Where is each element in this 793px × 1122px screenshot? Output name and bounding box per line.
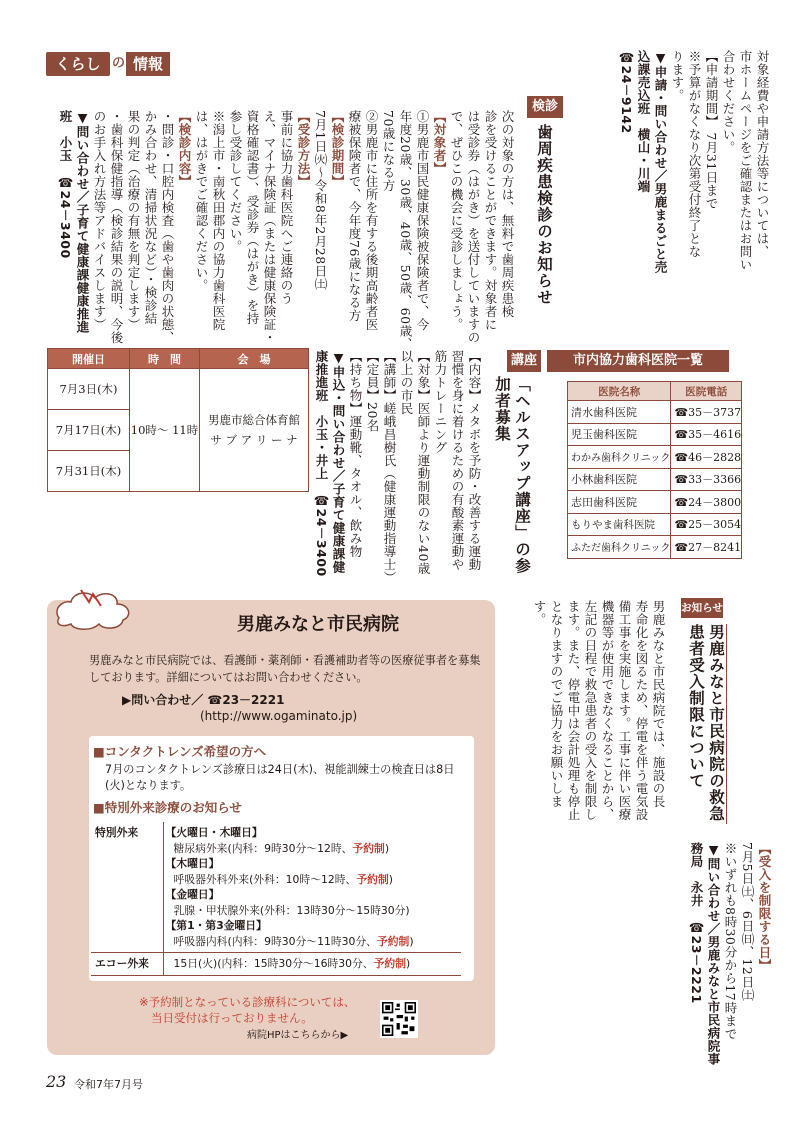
text-line: 7月5日㈯、6日㈰、12日㈯ xyxy=(740,842,755,1002)
hospital-inner-box xyxy=(89,736,474,981)
label-line: 【検診期間】 xyxy=(330,110,345,188)
header-kurashi: くらし xyxy=(46,52,110,76)
label-line: 【受診方法】 xyxy=(296,110,311,188)
echo-end: ) xyxy=(406,957,411,970)
clinic-name: わかみ歯科クリニック xyxy=(568,446,671,469)
emergency-text-b xyxy=(688,842,773,1066)
emergency-title: 男鹿みなと市民病院の救急患者受入制限について xyxy=(683,624,727,824)
clinic-phone: ☎35－4616 xyxy=(671,423,742,446)
hospital-contact xyxy=(122,692,357,724)
inquiry-line: 康推進班 小玉・井上 ☎24－3400 xyxy=(314,350,329,577)
lecture-schedule-table xyxy=(47,348,309,492)
text-line: は、はがきでご確認ください。 xyxy=(194,110,209,292)
hospital-title: 男鹿みなと市民病院 xyxy=(237,614,399,635)
clinic-name: もりやま歯科医院 xyxy=(568,513,671,536)
lecture-badge: 講座 xyxy=(507,350,541,372)
clinic-name: 志田歯科医院 xyxy=(568,491,671,514)
text-line: 以上の市民 xyxy=(399,350,414,415)
table-row xyxy=(48,369,309,410)
venue-line: 男鹿市総合体育館 xyxy=(208,413,300,427)
hospital-notice-box xyxy=(47,600,495,1055)
text-line: 寿命化を図るため、停電を伴う電気設 xyxy=(634,600,649,821)
text-line: ます。また、停電中は会計処理も停止 xyxy=(566,600,581,821)
qr-code-icon[interactable] xyxy=(380,1000,418,1038)
schedule-date: 7月17日(木) xyxy=(48,410,130,451)
table-row xyxy=(568,491,742,514)
emergency-text-a xyxy=(531,600,667,822)
inquiry-line: ▼問い合わせ／子育て健康課健康推進 xyxy=(75,110,90,334)
special-day: 【第1・第3金曜日】 xyxy=(165,919,267,932)
table-row xyxy=(568,446,742,469)
issue-date: 令和7年7月号 xyxy=(74,1078,143,1091)
text-line: 年度20歳、30歳、40歳、50歳、60歳、 xyxy=(398,110,413,351)
table-row xyxy=(568,536,742,559)
special-clinic-table xyxy=(91,822,461,976)
text-line: かみ合わせ、清掃状況など）・検診結 xyxy=(143,110,158,325)
reservation-mark: 予約制 xyxy=(376,934,410,948)
dental-text xyxy=(57,110,516,351)
label-line: 【受入を制限する日】 xyxy=(757,842,772,972)
footnote-line: ※予約制となっている診療科については、 xyxy=(139,995,356,1009)
text-line: え、マイナ保険証（または健康保険証・ xyxy=(262,110,277,344)
clinic-name: 児玉歯科医院 xyxy=(568,423,671,446)
text-line: 【定員】20名 xyxy=(365,350,380,432)
text-line: 市ホームページをご確認またはお問い xyxy=(738,50,753,271)
clinic-list-title: 市内協力歯科医院一覧 xyxy=(547,350,729,372)
special-note xyxy=(166,872,460,888)
text-line: ・歯科保健指導（検診結果の説明、今後 xyxy=(109,110,124,344)
text-line: 療被保険者で、今年度76歳になる方 xyxy=(347,110,362,322)
text-line: 機器等が使用できなくなることから、 xyxy=(600,600,615,821)
clinic-name: 小林歯科医院 xyxy=(568,468,671,491)
clinic-table xyxy=(567,381,742,559)
page-number: 23 xyxy=(46,1072,67,1091)
inquiry-line: ▼申請・問い合わせ／男鹿まるごと売 xyxy=(653,50,668,274)
lens-text: 7月のコンタクトレンズ診療日は24日(木)、視能訓練士の検査日は8日(火)となります。 xyxy=(105,763,455,792)
text-line: のお手入れ方法等アドバイスします） xyxy=(92,110,107,331)
schedule-date: 7月3日(木) xyxy=(48,369,130,410)
clinic-header-phone: 医院電話 xyxy=(671,382,742,401)
special-day: 【木曜日】 xyxy=(165,857,220,870)
clinic-phone: ☎35－3737 xyxy=(671,401,742,424)
schedule-header-time: 時 間 xyxy=(130,349,200,369)
text-line: 果の判定（治療の有無を判定します） xyxy=(126,110,141,331)
table-row xyxy=(568,468,742,491)
reservation-footnote xyxy=(139,994,355,1026)
text-line: 70歳になる方 xyxy=(381,110,396,192)
lecture-text xyxy=(313,350,483,582)
text-line: 【対象】医師より運動制限のない40歳 xyxy=(416,350,431,575)
text-line: 備工事を実施します。工事に伴い医療 xyxy=(617,600,632,821)
special-label: 特別外来 xyxy=(91,822,163,953)
text-line: 7月1日㈫～令和8年2月28日㈯ xyxy=(313,110,328,291)
section-header xyxy=(46,52,206,78)
text-line: ①男鹿市国民健康保険被保険者で、今 xyxy=(415,110,430,331)
text-line: 参し受診してください。 xyxy=(228,110,243,253)
special-text: 呼吸器外科外来(外科：10時～12時、 xyxy=(173,872,357,886)
special-heading: ■特別外来診療のお知らせ xyxy=(93,800,242,815)
inquiry-line: 込課売込班 横山・川端 xyxy=(636,50,651,193)
special-note xyxy=(166,841,460,857)
special-end: ) xyxy=(388,872,393,886)
clinic-phone: ☎25－3054 xyxy=(671,513,742,536)
table-row xyxy=(91,822,461,953)
clinic-phone: ☎27－8241 xyxy=(671,536,742,559)
text-line: ②男鹿市に住所を有する後期高齢者医 xyxy=(364,110,379,331)
dental-badge: 検診 xyxy=(527,96,563,118)
echo-note xyxy=(163,953,461,976)
special-day: 【金曜日】 xyxy=(165,888,220,901)
special-note xyxy=(166,903,460,919)
schedule-date: 7月31日(木) xyxy=(48,451,130,492)
echo-label: エコー外来 xyxy=(91,953,163,976)
hospital-intro: 男鹿みなと市民病院では、看護師・薬剤師・看護補助者等の医療従事者を募集しております。詳細についてはお問い合わせください。 xyxy=(89,654,481,684)
text-line: 【申請期間】 7月31日まで xyxy=(704,50,719,210)
clinic-name: ふただ歯科クリニック xyxy=(568,536,671,559)
inquiry-line: 務局 永井 ☎23－2221 xyxy=(689,842,704,1004)
table-row xyxy=(568,423,742,446)
special-text: 糖尿病外来(内科：9時30分～12時、 xyxy=(173,841,353,855)
special-text: 乳腺・甲状腺外来(外科：13時30分～15時30分) xyxy=(173,903,410,917)
text-line: となりますのでご協力をお願いしま xyxy=(549,600,564,808)
special-day: 【火曜日・木曜日】 xyxy=(165,826,263,839)
schedule-venue xyxy=(200,369,309,492)
text-line: ります。 xyxy=(670,50,685,102)
special-text: 呼吸器内科(内科：9時30分～11時30分、 xyxy=(173,934,377,948)
text-line: す。 xyxy=(532,600,547,626)
clinic-name: 清水歯科医院 xyxy=(568,401,671,424)
text-line: で、ぜひこの機会に受診しましょう。 xyxy=(449,110,464,331)
special-list xyxy=(163,822,461,953)
dental-title: 歯周疾患検診のお知らせ xyxy=(535,124,553,306)
text-line: ※潟上市・南秋田郡内の協力歯科医院 xyxy=(211,110,226,331)
footnote-line: 当日受付は行っておりません。 xyxy=(151,1011,313,1025)
notice-badge: お知らせ xyxy=(681,598,723,618)
inquiry-line: ▼申込・問い合わせ／子育て健康課健 xyxy=(331,350,346,574)
table-row xyxy=(568,513,742,536)
text-line: 対象経費や申請方法等については、 xyxy=(755,50,770,258)
phone-line: ☎24－9142 xyxy=(619,50,634,134)
hospital-url[interactable]: (http://www.ogaminato.jp) xyxy=(200,709,358,723)
text-line: 次の対象の方は、無料で歯周疾患検 xyxy=(500,110,515,318)
echo-text: 15日(火)(内科：15時30分～16時30分、 xyxy=(173,957,374,970)
speech-bubble-icon xyxy=(51,588,141,634)
text-line: ・問診・口腔内検査（歯や歯肉の状態、 xyxy=(160,110,175,344)
table-row xyxy=(568,401,742,424)
subsidy-text xyxy=(618,50,771,340)
text-line: 習慣を身に着けるための有酸素運動や xyxy=(450,350,465,571)
text-line: ※いずれも8時30分から17時まで xyxy=(723,842,738,1041)
clinic-phone: ☎24－3800 xyxy=(671,491,742,514)
text-line: 診を受けることができます。対象者に xyxy=(483,110,498,331)
text-line: ※予算がなくなり次第受付終了とな xyxy=(687,50,702,258)
lens-heading: ■コンタクトレンズ希望の方へ xyxy=(93,744,267,759)
text-line: 合わせください。 xyxy=(721,50,736,154)
text-line: は受診券（はがき）を送付していますの xyxy=(466,110,481,344)
hospital-hp-link[interactable]: 病院HPはこちらから▶ xyxy=(247,1030,349,1041)
clinic-header-name: 医院名称 xyxy=(568,382,671,401)
label-line: 【検診内容】 xyxy=(177,110,192,188)
special-end: ) xyxy=(384,841,390,855)
clinic-phone: ☎33－3366 xyxy=(671,468,742,491)
text-line: 【持ち物】運動靴、タオル、飲み物 xyxy=(348,350,363,558)
header-joho: 情報 xyxy=(126,52,170,76)
schedule-header-venue: 会 場 xyxy=(200,349,309,369)
venue-line: サ ブ ア リ ー ナ xyxy=(210,433,298,447)
reservation-mark: 予約制 xyxy=(373,957,406,970)
special-note xyxy=(166,934,460,950)
inquiry-line: 班 小玉 ☎24－3400 xyxy=(58,110,73,259)
lecture-title: 「ヘルスアップ講座」の参加者募集 xyxy=(493,376,531,574)
label-line: 【対象者】 xyxy=(432,110,447,175)
text-line: 資格確認書）、受診券（はがき）を持 xyxy=(245,110,260,325)
text-line: 筋力トレーニング xyxy=(433,350,448,454)
reservation-mark: 予約制 xyxy=(352,841,385,855)
hospital-phone: ▶問い合わせ／ ☎23－2221 xyxy=(122,693,285,707)
header-no: の xyxy=(112,56,126,71)
schedule-time: 10時～ 11時 xyxy=(130,369,200,492)
table-row xyxy=(91,953,461,976)
reservation-mark: 予約制 xyxy=(356,872,389,886)
text-line: 男鹿みなと市民病院では、施設の長 xyxy=(651,600,666,808)
schedule-header-date: 開催日 xyxy=(48,349,130,369)
special-end: ) xyxy=(409,934,414,948)
clinic-phone: ☎46－2828 xyxy=(671,446,742,469)
inquiry-line: ▼問い合わせ／男鹿みなと市民病院事 xyxy=(706,842,721,1066)
text-line: 【講師】嵯峨昌樹氏（健康運動指導士） xyxy=(382,350,397,584)
text-line: 事前に協力歯科医院へご連絡のう xyxy=(279,110,294,305)
text-line: 【内容】メタボを予防・改善する運動 xyxy=(467,350,482,571)
text-line: 左記の日程で救急患者の受入を制限し xyxy=(583,600,598,821)
